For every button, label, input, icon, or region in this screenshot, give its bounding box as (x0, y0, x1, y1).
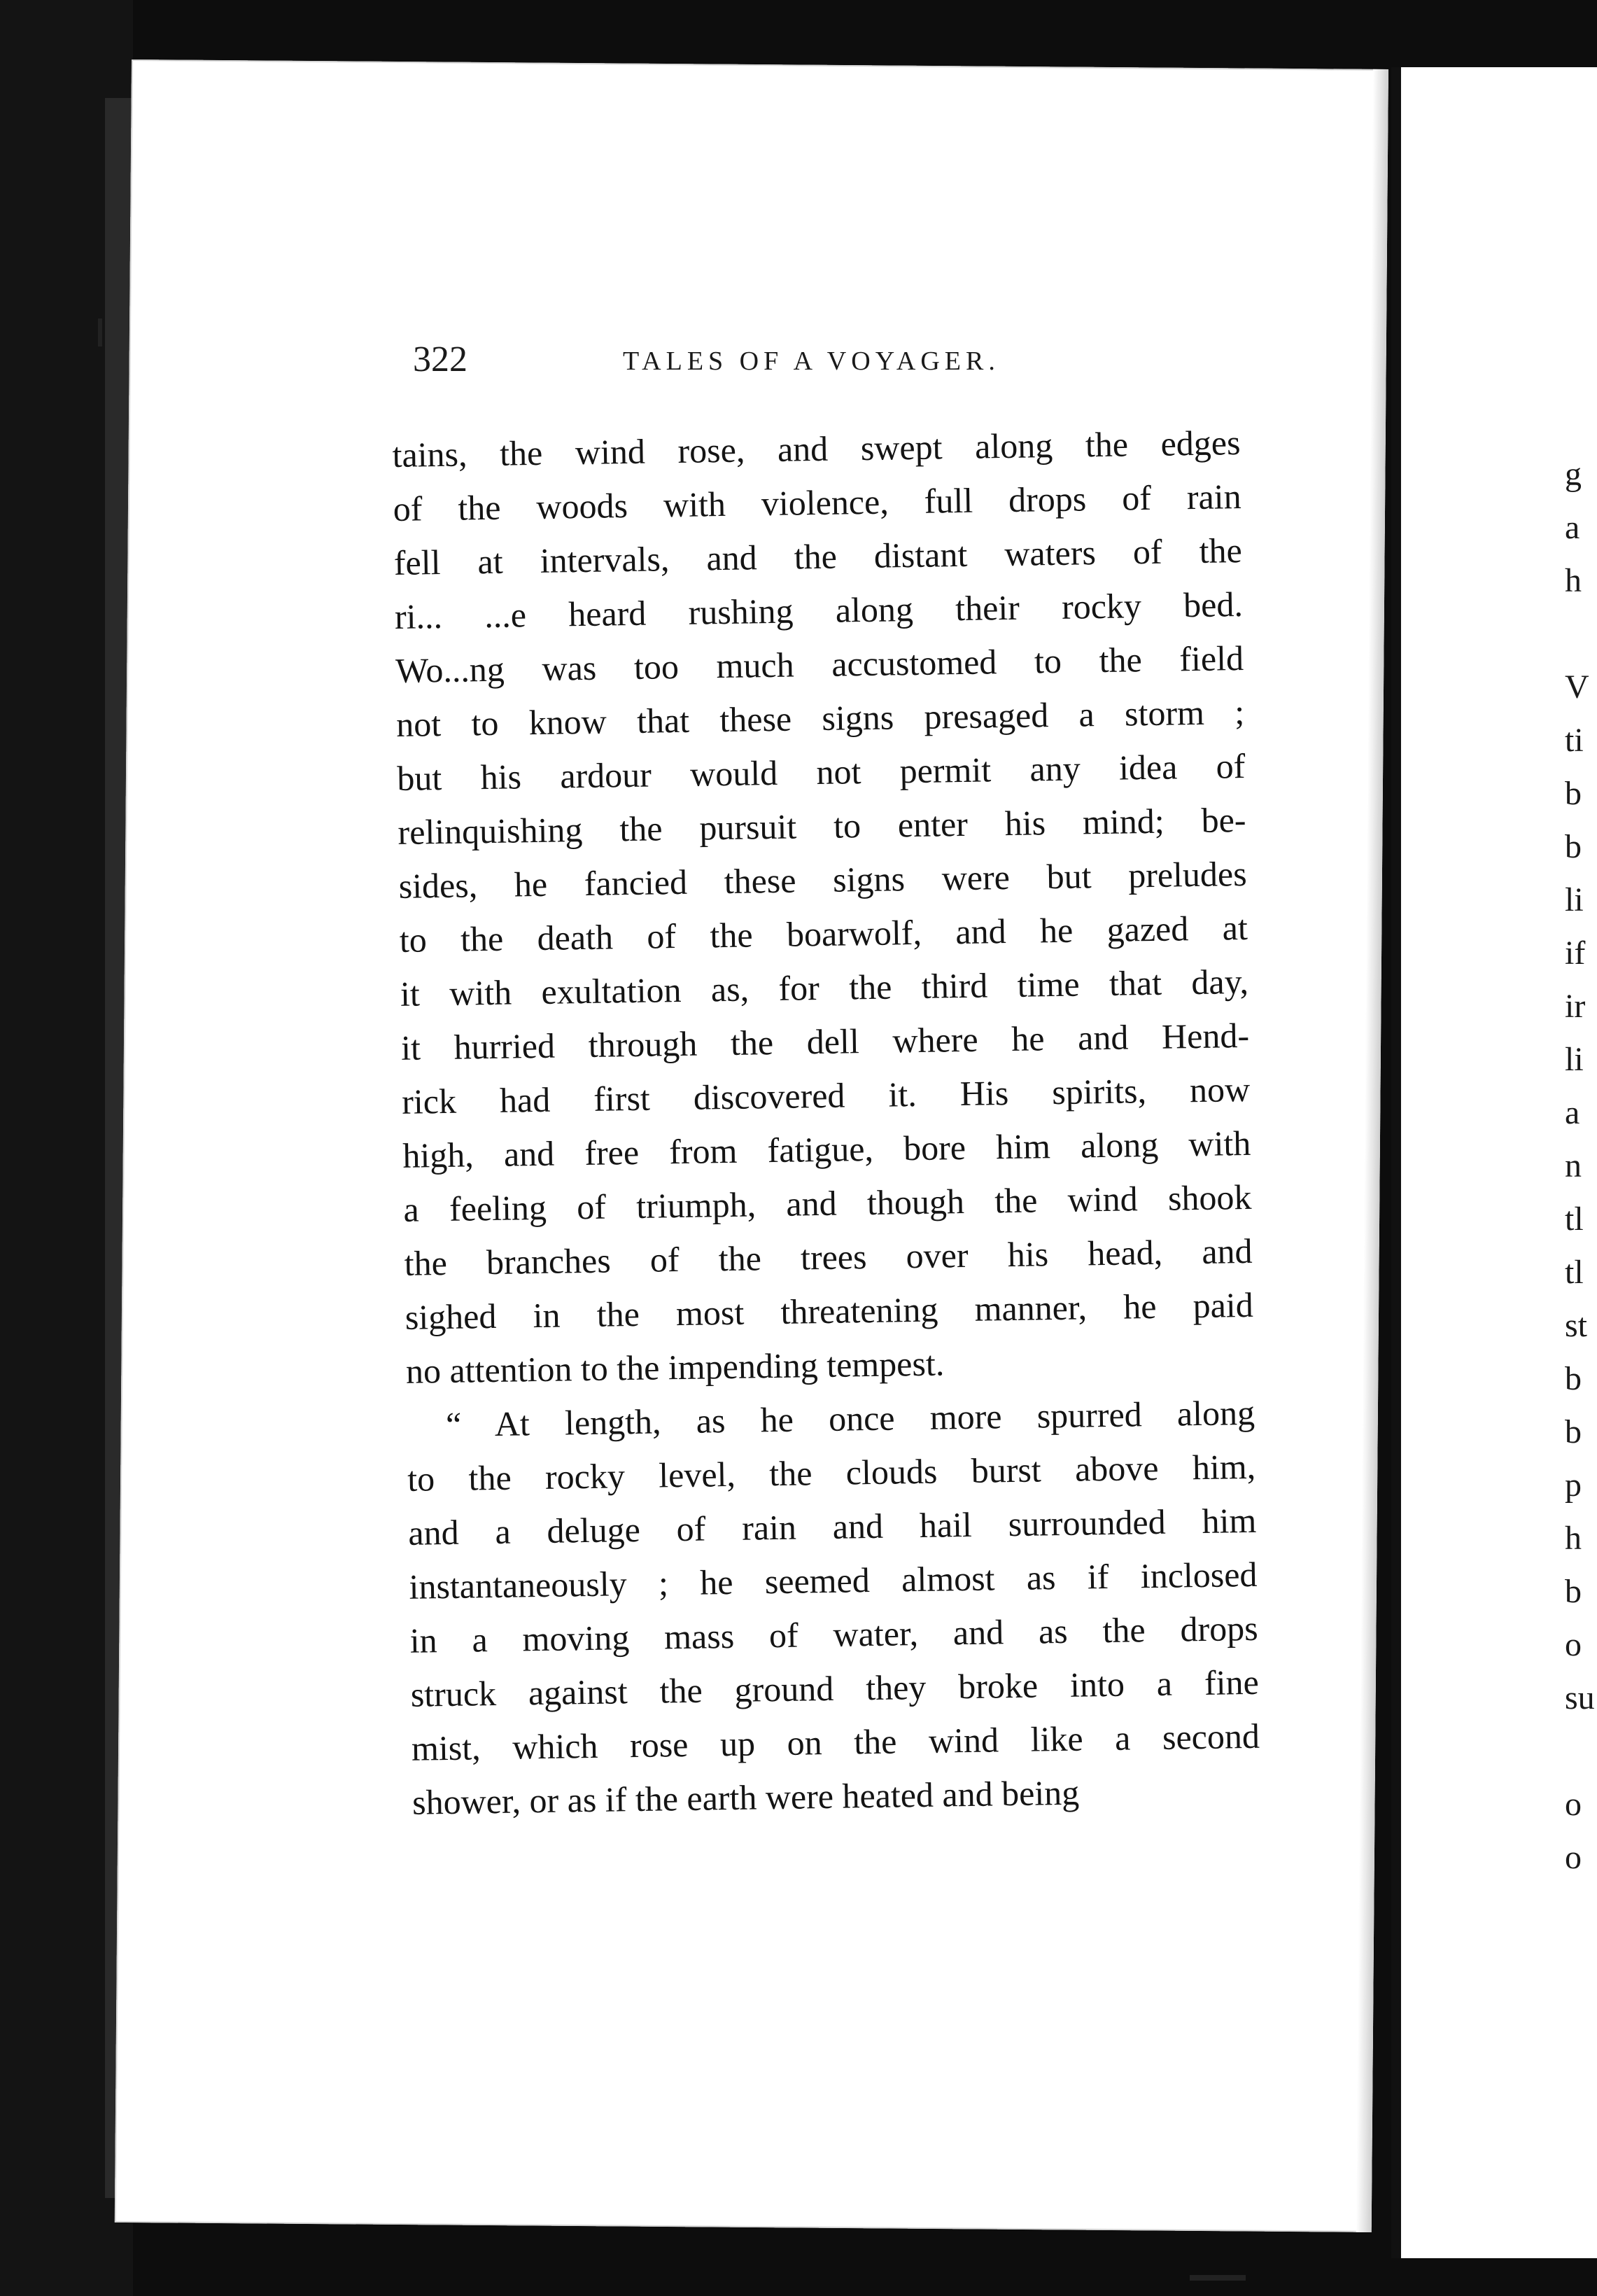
facing-page-fragment: a (1565, 1094, 1580, 1131)
facing-page-fragment: tl (1565, 1200, 1584, 1238)
page-header (280, 329, 1260, 385)
facing-page-fragment: ir (1565, 988, 1586, 1025)
facing-page-fragment: a (1565, 509, 1580, 546)
facing-page-fragment (1565, 1725, 1593, 1778)
text-line: to the rocky level, the clouds burst above him, (407, 1446, 1256, 1499)
running-head: TALES OF A VOYAGER. (623, 346, 1000, 376)
facing-page-fragment: h (1565, 562, 1582, 599)
text-line: mist, which rose up on the wind like a second (411, 1716, 1260, 1768)
facing-page-fragment: o (1565, 1786, 1582, 1823)
body-text (392, 416, 1261, 1830)
facing-page-fragment: if (1565, 934, 1586, 972)
facing-page-fragment: st (1565, 1307, 1588, 1344)
facing-page-fragment: su (1565, 1679, 1595, 1716)
facing-page-fragment: b (1565, 1360, 1582, 1397)
text-line: sides, he fancied these signs were but preludes (398, 853, 1247, 906)
text-line: “ At length, as he once more spurred along (445, 1392, 1255, 1445)
facing-page-fragment: ti (1565, 722, 1584, 759)
text-line: struck against the ground they broke into a fine (410, 1662, 1260, 1714)
facing-page-fragment: li (1565, 881, 1584, 918)
facing-page-fragment: n (1565, 1147, 1582, 1184)
text-line: Wo...ng was too much accustomed to the field (395, 638, 1244, 690)
facing-page-fragment: V (1565, 668, 1589, 706)
facing-page-fragment: b (1565, 775, 1582, 812)
text-line: of the woods with violence, full drops of rain (393, 477, 1241, 528)
text-line: sighed in the most threatening manner, he paid (404, 1284, 1254, 1337)
text-line: the branches of the trees over his head, and (404, 1231, 1253, 1283)
text-line: high, and free from fatigue, bore him along with (402, 1123, 1251, 1175)
facing-page-fragment: b (1565, 828, 1582, 865)
text-line: a feeling of triumph, and though the wind shook (403, 1177, 1252, 1229)
facing-page-fragment: g (1565, 456, 1582, 493)
facing-page-fragment: p (1565, 1466, 1582, 1504)
text-line: fell at intervals, and the distant waters of the (393, 531, 1243, 582)
text-line: tains, the wind rose, and swept along the edges (392, 423, 1241, 475)
text-line: not to know that these signs presaged a storm ; (395, 692, 1245, 744)
text-line: but his ardour would not permit any idea of (397, 746, 1246, 798)
facing-page-fragment: tl (1565, 1254, 1584, 1291)
text-line: ri... ...e heard rushing along their rocky bed. (394, 584, 1244, 636)
facing-page-fragment: b (1565, 1413, 1582, 1450)
facing-page-fragment (1565, 608, 1593, 661)
text-line: it hurried through the dell where he and Hend- (400, 1015, 1250, 1068)
facing-page-fragment: h (1565, 1520, 1582, 1557)
facing-page-fragment: b (1565, 1573, 1582, 1610)
page-edge-shadow (1356, 69, 1388, 2232)
left-binding-shadow (0, 0, 133, 2296)
page-number: 322 (413, 340, 467, 379)
text-line: it with exultation as, for the third time that day, (400, 961, 1249, 1014)
text-line: relinquishing the pursuit to enter his mind; be- (398, 799, 1246, 852)
facing-page-fragment: o (1565, 1839, 1582, 1876)
text-line: no attention to the impending tempest. (405, 1343, 945, 1391)
text-line: in a moving mass of water, and as the drops (409, 1608, 1258, 1660)
facing-page-text-fragments (1565, 448, 1593, 1884)
facing-page-fragment: li (1565, 1041, 1584, 1078)
facing-page-fragment: o (1565, 1626, 1582, 1663)
text-line: instantaneously ; he seemed almost as if inclosed (409, 1554, 1258, 1606)
text-line: rick had first discovered it. His spirits, now (401, 1069, 1251, 1121)
text-line: to the death of the boarwolf, and he gazed at (399, 907, 1248, 960)
text-line: and a deluge of rain and hail surrounded him (407, 1500, 1257, 1553)
scan-speck (98, 318, 102, 346)
scan-speck (1190, 2275, 1246, 2281)
text-line: shower, or as if the earth were heated and being (411, 1772, 1080, 1822)
